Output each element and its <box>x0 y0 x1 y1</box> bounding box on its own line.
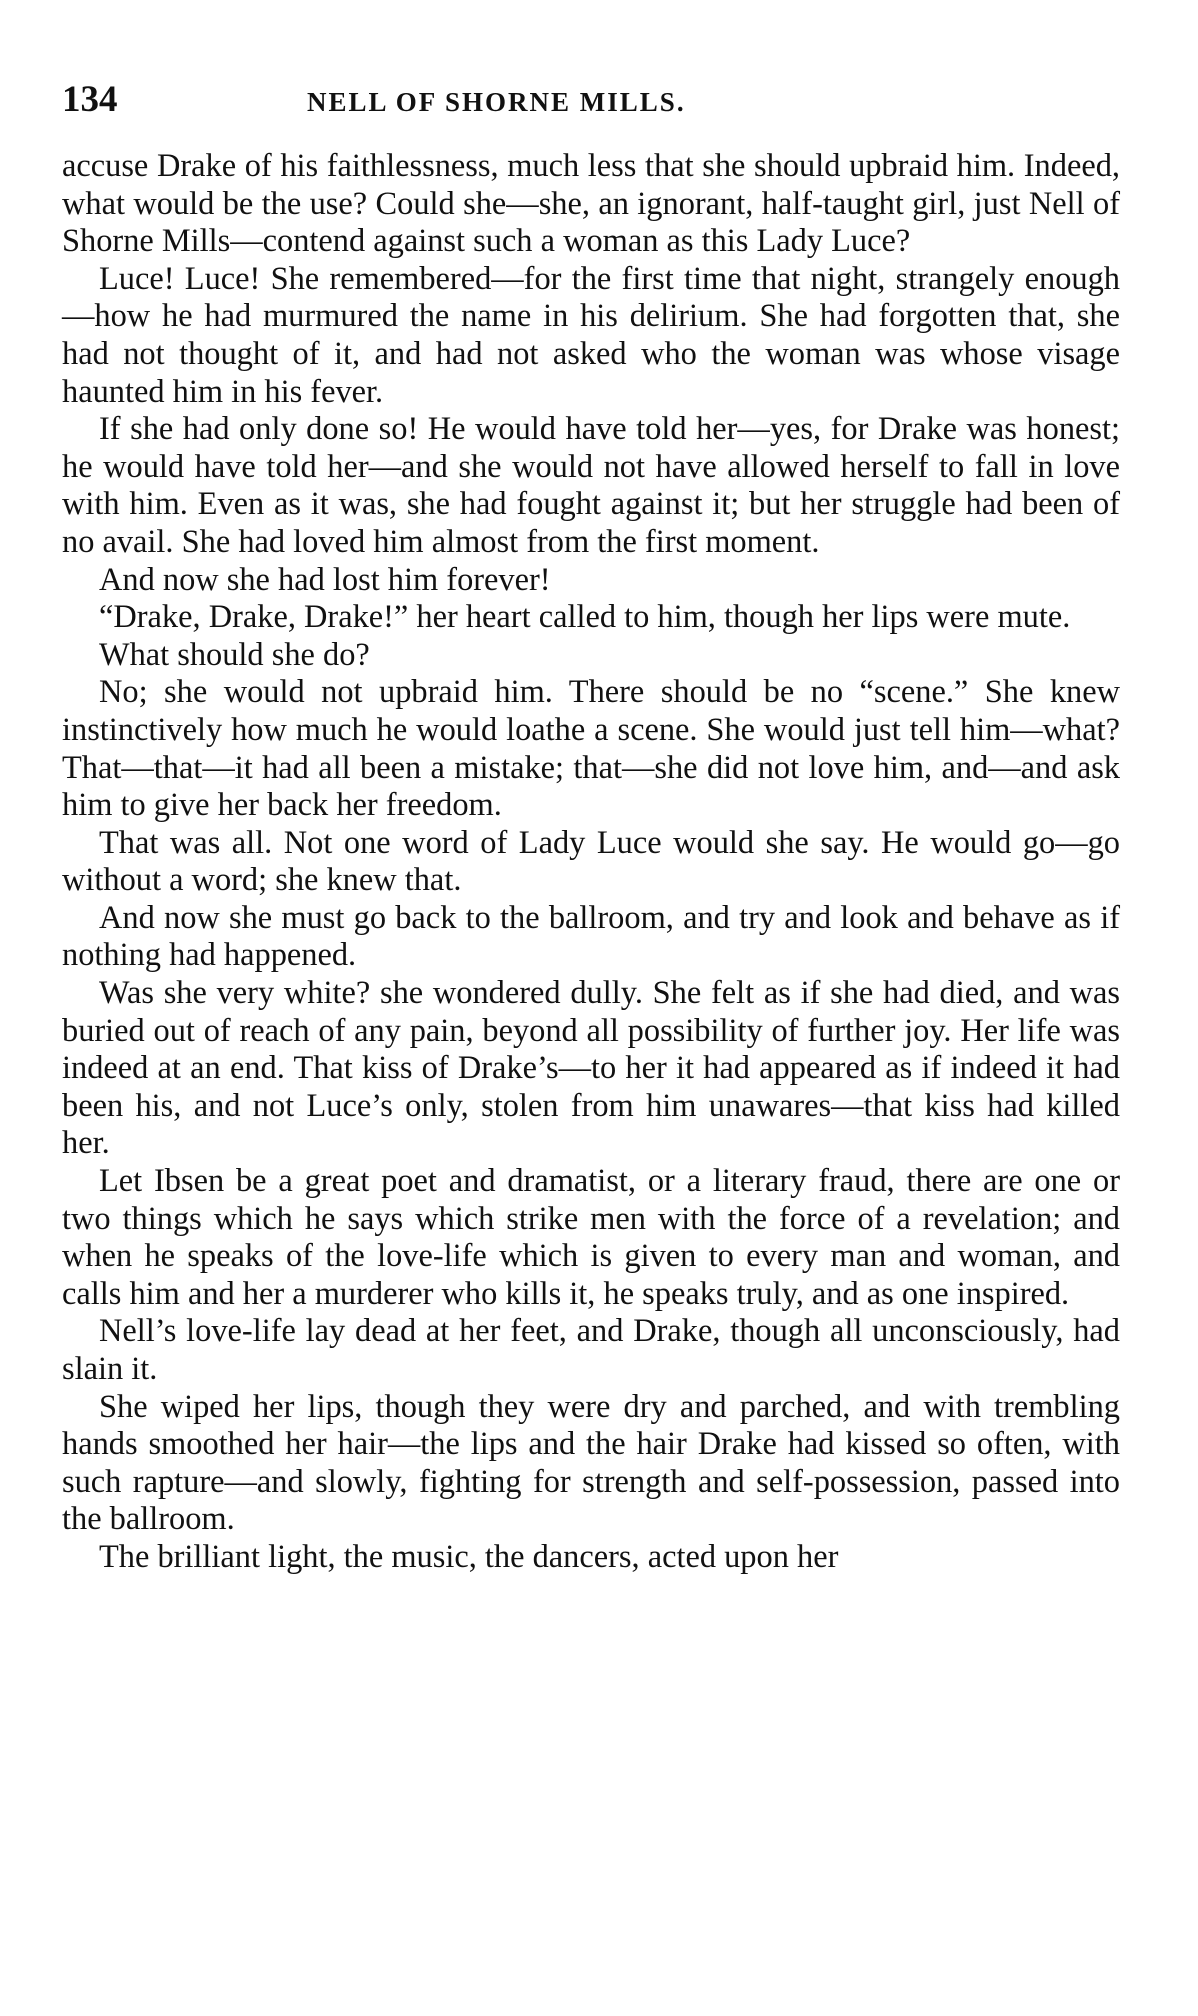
paragraph: Let Ibsen be a great poet and dramatist, or a literary fraud, there are one or two things which he says which strike men with the force of a revelation; and when he speaks of the love-life which is given to every man and woman, and calls him and her a murderer who kills it, he speaks truly, and as one inspired. <box>62 1163 1120 1312</box>
book-page <box>62 78 1120 1577</box>
paragraph: That was all. Not one word of Lady Luce would she say. He would go—go without a word; she knew that. <box>62 824 1120 899</box>
paragraph: Nell’s love-life lay dead at her feet, and Drake, though all unconsciously, had slain it. <box>62 1313 1120 1387</box>
paragraph: Luce! Luce! She remembered—for the first time that night, strangely enough—how he had murmured the name in his delirium. She had forgotten that, she had not thought of it, and had not asked who the woman was whose visage haunted him in his fever. <box>62 260 1120 410</box>
body-text <box>62 148 1120 1577</box>
page-number: 134 <box>62 79 118 120</box>
paragraph: If she had only done so! He would have told her—yes, for Drake was honest; he would have told her—and she would not have allowed herself to fall in love with him. Even as it was, she had fought against it; but her struggle had been of no avail. She had loved him almost from the first moment. <box>62 411 1120 560</box>
running-title: NELL OF SHORNE MILLS. <box>307 87 686 117</box>
page-header <box>62 78 1120 148</box>
paragraph: What should she do? <box>99 636 370 673</box>
paragraph: And now she had lost him forever! <box>99 561 551 598</box>
paragraph: Was she very white? she wondered dully. She felt as if she had died, and was buried out of reach of any pain, beyond all possibility of further joy. Her life was indeed at an end. That kiss of Drake’s—to her it had appeared as if indeed it had been his, and not Luce’s only, stolen from him unawares—that kiss had killed her. <box>62 975 1120 1162</box>
paragraph: The brilliant light, the music, the dancers, acted upon her <box>99 1538 839 1575</box>
paragraph: “Drake, Drake, Drake!” her heart called to him, though her lips were mute. <box>99 599 1071 636</box>
paragraph: accuse Drake of his faithlessness, much less that she should upbraid him. Indeed, what would be the use? Could she—she, an ignorant, half-taught girl, just Nell of Shorne Mills—contend against such a woman as this Lady Luce? <box>62 148 1120 260</box>
paragraph: And now she must go back to the ballroom, and try and look and behave as if nothing had happened. <box>62 899 1120 974</box>
paragraph: She wiped her lips, though they were dry and parched, and with trembling hands smoothed her hair—the lips and the hair Drake had kissed so often, with such rapture—and slowly, fighting for strength and self-possession, passed into the ballroom. <box>62 1388 1120 1538</box>
paragraph: No; she would not upbraid him. There should be no “scene.” She knew instinctively how much he would loathe a scene. She would just tell him—what? That—that—it had all been a mistake; that—she did not love him, and—and ask him to give her back her freedom. <box>62 674 1120 824</box>
